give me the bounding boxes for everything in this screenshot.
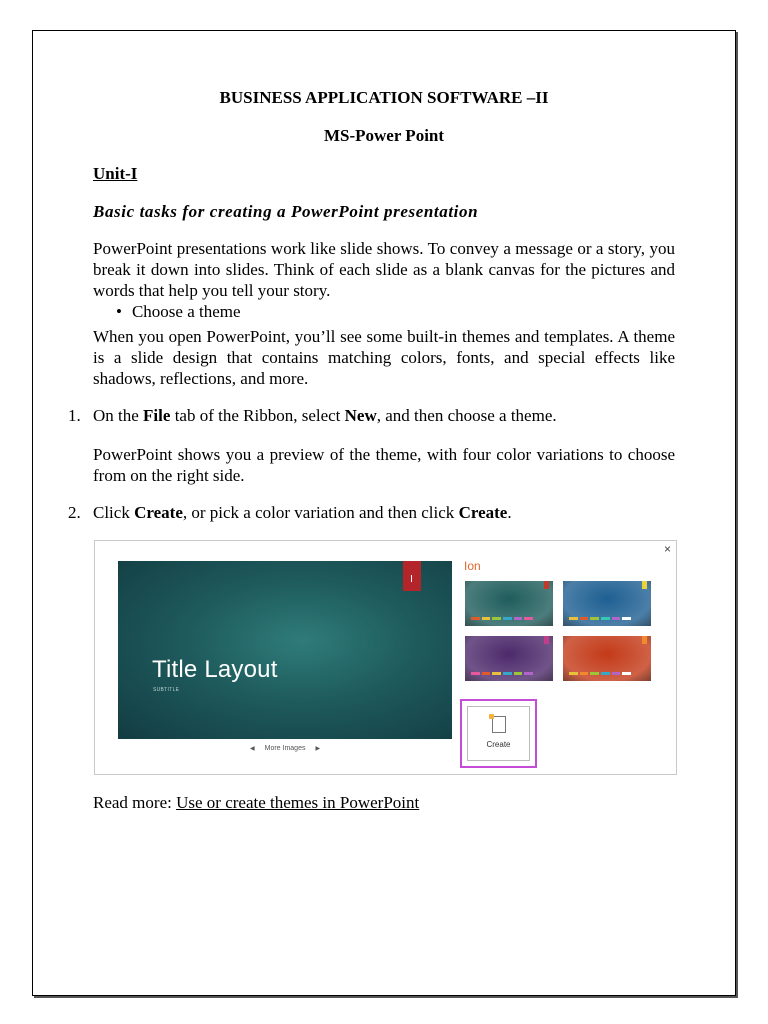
variant-color-bar (569, 672, 631, 675)
section-heading: Basic tasks for creating a PowerPoint presentation (93, 202, 479, 221)
step-text: Click (93, 503, 135, 522)
intro-paragraph: PowerPoint presentations work like slide shows. To convey a message or a story, you break it down into slides. Think of each slide as a blank canvas for the pictures and words that help you tell your story. (93, 239, 675, 300)
step-text: On the (93, 406, 144, 425)
new-term: New (344, 406, 377, 425)
unit-heading: Unit-I (93, 164, 138, 183)
read-more-prefix: Read more: (93, 793, 177, 812)
theme-paragraph: When you open PowerPoint, you’ll see some built-in themes and templates. A theme is a slide design that contains matching colors, fonts, and special effects like shadows, reflections, and more. (93, 327, 675, 388)
step-number: 2. (68, 503, 81, 522)
variant-tag (544, 636, 549, 644)
step-1 (68, 406, 557, 426)
color-variant-purple[interactable] (465, 636, 553, 681)
variant-tag (544, 581, 549, 589)
close-icon[interactable]: × (663, 542, 671, 556)
themes-link[interactable]: Use or create themes in PowerPoint (176, 793, 420, 812)
file-tab-term: File (143, 406, 171, 425)
step-text: tab of the Ribbon, select (170, 406, 345, 425)
document-subtitle: MS-Power Point (323, 126, 445, 145)
slide-preview (118, 561, 452, 739)
create-term: Create (134, 503, 183, 522)
slide-number-mark (411, 575, 412, 582)
theme-name: Ion (464, 559, 481, 573)
variant-color-bar (471, 672, 533, 675)
variant-color-bar (471, 617, 533, 620)
more-images-label[interactable]: More Images (264, 745, 306, 752)
next-arrow-icon[interactable]: ▶ (315, 746, 321, 752)
document-title: BUSINESS APPLICATION SOFTWARE –II (219, 88, 549, 107)
variant-tag (642, 636, 647, 644)
variant-tag (642, 581, 647, 589)
step-text: , and then choose a theme. (376, 406, 557, 425)
step-2 (68, 503, 512, 523)
preview-paragraph: PowerPoint shows you a preview of the theme, with four color variations to choose from on the right side. (93, 445, 675, 485)
create-term: Create (458, 503, 508, 522)
bullet-text: Choose a theme (131, 302, 241, 321)
variant-color-bar (569, 617, 631, 620)
step-text: , or pick a color variation and then click (182, 503, 459, 522)
more-images-nav (240, 745, 330, 752)
create-button[interactable] (460, 699, 537, 768)
create-label: Create (486, 740, 511, 749)
color-variant-blue[interactable] (563, 581, 651, 626)
theme-preview-screenshot (94, 540, 677, 775)
slide-title: Title Layout (152, 656, 278, 683)
bullet-item (116, 302, 241, 322)
color-variant-teal[interactable] (465, 581, 553, 626)
read-more (93, 793, 419, 813)
prev-arrow-icon[interactable]: ◀ (250, 746, 255, 752)
slide-number-tag (403, 561, 421, 591)
create-button-inner (467, 706, 530, 761)
bullet-dot: • (116, 302, 122, 321)
color-variant-orange[interactable] (563, 636, 651, 681)
slide-subtitle: SUBTITLE (153, 687, 180, 693)
new-document-icon (492, 716, 506, 733)
step-number: 1. (68, 406, 81, 425)
step-text: . (507, 503, 512, 522)
